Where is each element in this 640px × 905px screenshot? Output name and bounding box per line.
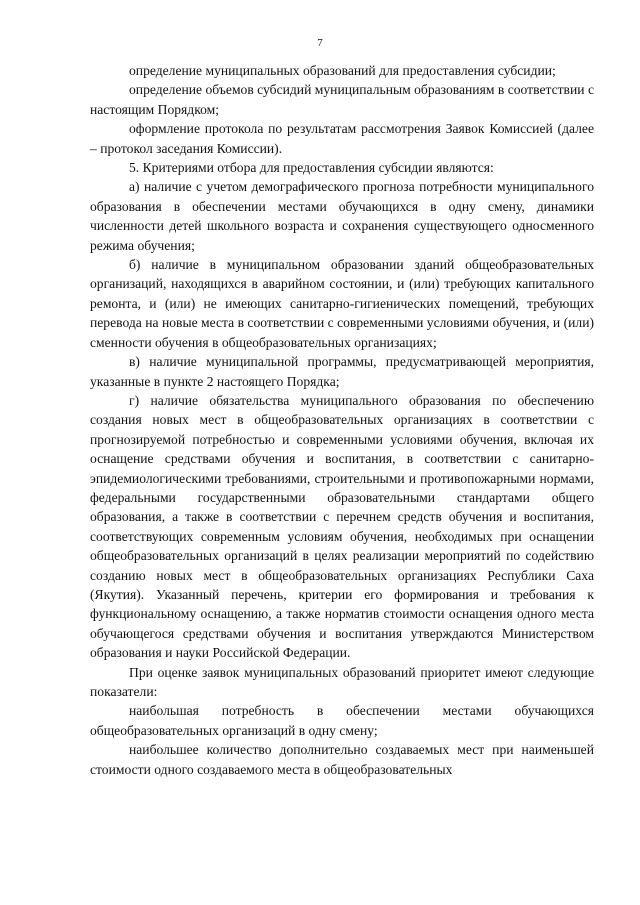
paragraph-criteria-heading: 5. Критериями отбора для предоставления субсидии являются: bbox=[129, 160, 494, 176]
paragraph-priority-need: наибольшая потребность в обеспечении местами обучающихся общеобразовательных организаций в одну смену; bbox=[90, 703, 594, 738]
paragraph-criterion-v: в) наличие муниципальной программы, предусматривающей мероприятия, указанные в пункте 2 настоящего Порядка; bbox=[90, 354, 594, 389]
paragraph-determination-municipalities: определение муниципальных образований для предоставления субсидии; bbox=[129, 63, 556, 78]
document-body bbox=[90, 61, 594, 779]
paragraph-priority-intro: При оценке заявок муниципальных образований приоритет имеют следующие показатели: bbox=[90, 664, 594, 699]
paragraph-criterion-g: г) наличие обязательства муниципального образования по обеспечению создания новых мест в общеобразовательных организациях в соответствии с прогнозируемой потребностью и современными условиями обучения, включая их оснащение средствами обучения и воспитания, в соответствии с санитарно-эпидемиологическими требованиями, строительными и противопожарными нормами, федеральными государственными образовательными стандартами общего образования, а также в соответствии с перечнем средств обучения и воспитания, соответствующих современным условиям обучения, необходимых при оснащении общеобразовательных организаций в целях реализации мероприятий по содействию созданию новых мест в общеобразовательных организациях Республики Саха (Якутия). Указанный перечень, критерии его формирования и требования к функциональному оснащению, а также норматив стоимости оснащения одного места обучающегося средствами обучения и воспитания утверждаются Министерством образования и науки Российской Федерации. bbox=[90, 392, 594, 661]
paragraph-criterion-b: б) наличие в муниципальном образовании зданий общеобразовательных организаций, находящихся в аварийном состоянии, и (или) требующих капитального ремонта, и (или) не имеющих санитарно-гигиенических помещений, требующих перевода на новые места в соответствии с современными условиями обучения, и (или) сменности обучения в общеобразовательных организациях; bbox=[90, 257, 594, 350]
page-number: 7 bbox=[317, 37, 323, 49]
paragraph-priority-places: наибольшее количество дополнительно создаваемых мест при наименьшей стоимости одного создаваемого места в общеобразовательных bbox=[90, 742, 594, 777]
paragraph-protocol: оформление протокола по результатам рассмотрения Заявок Комиссией (далее – протокол заседания Комиссии). bbox=[90, 121, 594, 156]
paragraph-criterion-a: а) наличие с учетом демографического прогноза потребности муниципального образования в обеспечении местами обучающихся в одну смену, динамики численности детей школьного возраста и сохранения существующего односменного режима обучения; bbox=[90, 179, 594, 253]
paragraph-determination-volumes: определение объемов субсидий муниципальным образованиям в соответствии с настоящим Порядком; bbox=[90, 82, 594, 117]
